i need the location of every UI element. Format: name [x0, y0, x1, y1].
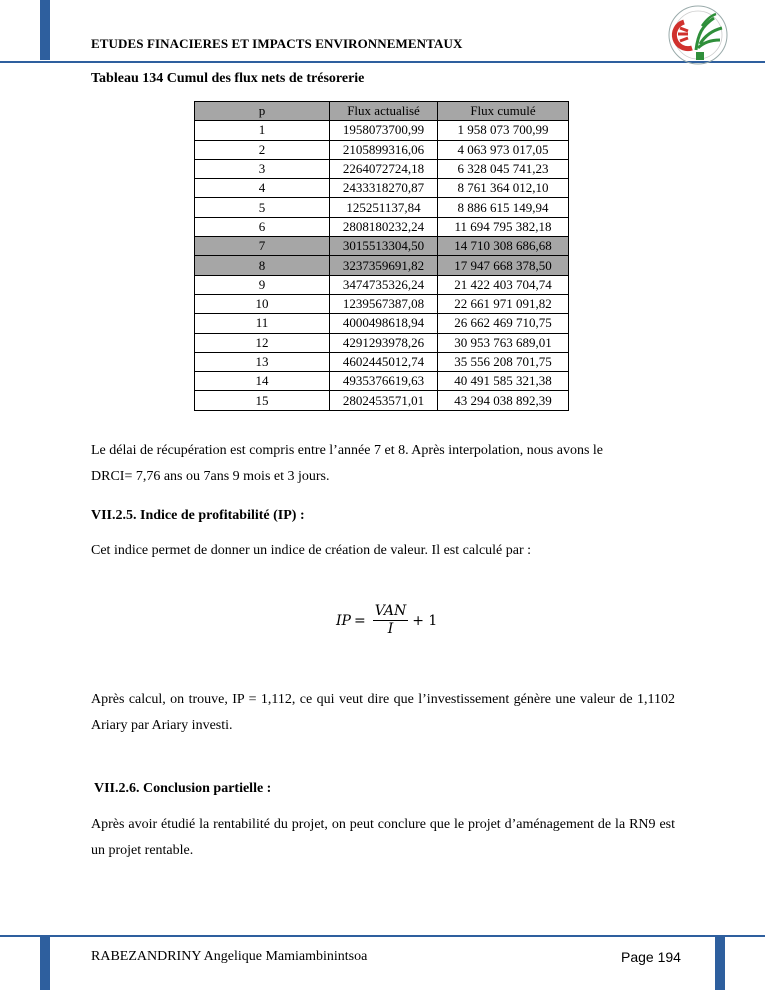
cell-period: 3 [195, 159, 330, 178]
formula-denominator: I [387, 621, 394, 637]
cell-discounted-flow: 1239567387,08 [330, 294, 438, 313]
cell-period: 2 [195, 140, 330, 159]
cell-cumulative-flow: 8 886 615 149,94 [438, 198, 569, 217]
formula-lhs: IP [336, 612, 351, 629]
header-accent-bar [40, 0, 50, 60]
cell-discounted-flow: 3015513304,50 [330, 237, 438, 256]
formula-fraction [373, 603, 409, 638]
page-number: Page 194 [621, 949, 681, 965]
cell-discounted-flow: 2105899316,06 [330, 140, 438, 159]
payback-paragraph [91, 438, 675, 490]
cell-discounted-flow: 2433318270,87 [330, 179, 438, 198]
cell-discounted-flow: 2264072724,18 [330, 159, 438, 178]
header-divider [0, 61, 765, 63]
cell-cumulative-flow: 8 761 364 012,10 [438, 179, 569, 198]
footer-accent-bar-right [715, 937, 725, 990]
table-row-highlighted [195, 237, 569, 256]
cell-period: 15 [195, 391, 330, 410]
cell-period: 9 [195, 275, 330, 294]
cell-discounted-flow: 1958073700,99 [330, 121, 438, 140]
cell-period: 1 [195, 121, 330, 140]
table-row [195, 294, 569, 313]
cell-period: 10 [195, 294, 330, 313]
cell-cumulative-flow: 40 491 585 321,38 [438, 372, 569, 391]
footer-divider [0, 935, 765, 937]
table-row [195, 314, 569, 333]
cell-cumulative-flow: 1 958 073 700,99 [438, 121, 569, 140]
cell-cumulative-flow: 11 694 795 382,18 [438, 217, 569, 236]
cell-discounted-flow: 3237359691,82 [330, 256, 438, 275]
cell-period: 4 [195, 179, 330, 198]
cell-cumulative-flow: 35 556 208 701,75 [438, 352, 569, 371]
cell-discounted-flow: 4000498618,94 [330, 314, 438, 333]
footer-author: RABEZANDRINY Angelique Mamiambinintsoa [91, 949, 368, 964]
cell-cumulative-flow: 26 662 469 710,75 [438, 314, 569, 333]
ip-formula [336, 603, 437, 638]
cell-period: 6 [195, 217, 330, 236]
column-header-cumulative-flow: Flux cumulé [438, 102, 569, 121]
table-header-row [195, 102, 569, 121]
table-row [195, 372, 569, 391]
cell-discounted-flow: 2808180232,24 [330, 217, 438, 236]
cash-flow-table [194, 101, 569, 411]
cell-period: 14 [195, 372, 330, 391]
payback-line-2: DRCI= 7,76 ans ou 7ans 9 mois et 3 jours. [91, 469, 330, 484]
cell-cumulative-flow: 17 947 668 378,50 [438, 256, 569, 275]
cell-discounted-flow: 3474735326,24 [330, 275, 438, 294]
cell-discounted-flow: 4291293978,26 [330, 333, 438, 352]
table-row [195, 352, 569, 371]
cell-period: 11 [195, 314, 330, 333]
table-row [195, 140, 569, 159]
university-logo-icon [662, 4, 734, 66]
cell-cumulative-flow: 14 710 308 686,68 [438, 237, 569, 256]
cell-period: 5 [195, 198, 330, 217]
table-row [195, 198, 569, 217]
cell-cumulative-flow: 43 294 038 892,39 [438, 391, 569, 410]
cell-cumulative-flow: 21 422 403 704,74 [438, 275, 569, 294]
table-row [195, 333, 569, 352]
formula-equals: = [353, 612, 366, 629]
column-header-discounted-flow: Flux actualisé [330, 102, 438, 121]
table-row [195, 391, 569, 410]
table-caption: Tableau 134 Cumul des flux nets de trésorerie [91, 71, 365, 86]
profitability-intro: Cet indice permet de donner un indice de création de valeur. Il est calculé par : [91, 543, 532, 558]
cell-period: 8 [195, 256, 330, 275]
cell-discounted-flow: 4935376619,63 [330, 372, 438, 391]
header-title: ETUDES FINACIERES ET IMPACTS ENVIRONNEMENTAUX [91, 36, 463, 51]
table-row-highlighted [195, 256, 569, 275]
table-row [195, 275, 569, 294]
column-header-period: p [195, 102, 330, 121]
footer-accent-bar-left [40, 937, 50, 990]
cell-discounted-flow: 125251137,84 [330, 198, 438, 217]
cell-cumulative-flow: 30 953 763 689,01 [438, 333, 569, 352]
ip-result-paragraph: Après calcul, on trouve, IP = 1,112, ce qui veut dire que l’investissement génère une valeur de 1,1102 Ariary par Ariary investi. [91, 692, 675, 733]
cell-period: 12 [195, 333, 330, 352]
cell-cumulative-flow: 22 661 971 091,82 [438, 294, 569, 313]
cell-discounted-flow: 2802453571,01 [330, 391, 438, 410]
cell-period: 7 [195, 237, 330, 256]
cell-cumulative-flow: 4 063 973 017,05 [438, 140, 569, 159]
cell-discounted-flow: 4602445012,74 [330, 352, 438, 371]
table-row [195, 217, 569, 236]
table-row [195, 159, 569, 178]
section-heading-conclusion: VII.2.6. Conclusion partielle : [94, 781, 272, 796]
cell-cumulative-flow: 6 328 045 741,23 [438, 159, 569, 178]
conclusion-paragraph: Après avoir étudié la rentabilité du projet, on peut conclure que le projet d’aménagement de la RN9 est un projet rentable. [91, 817, 675, 858]
payback-line-1: Le délai de récupération est compris entre l’année 7 et 8. Après interpolation, nous avons le [91, 443, 603, 458]
formula-plus-one: + 1 [412, 612, 438, 629]
cell-period: 13 [195, 352, 330, 371]
section-heading-profitability-index: VII.2.5. Indice de profitabilité (IP) : [91, 508, 305, 523]
formula-numerator: VAN [374, 603, 407, 619]
table-row [195, 121, 569, 140]
table-row [195, 179, 569, 198]
